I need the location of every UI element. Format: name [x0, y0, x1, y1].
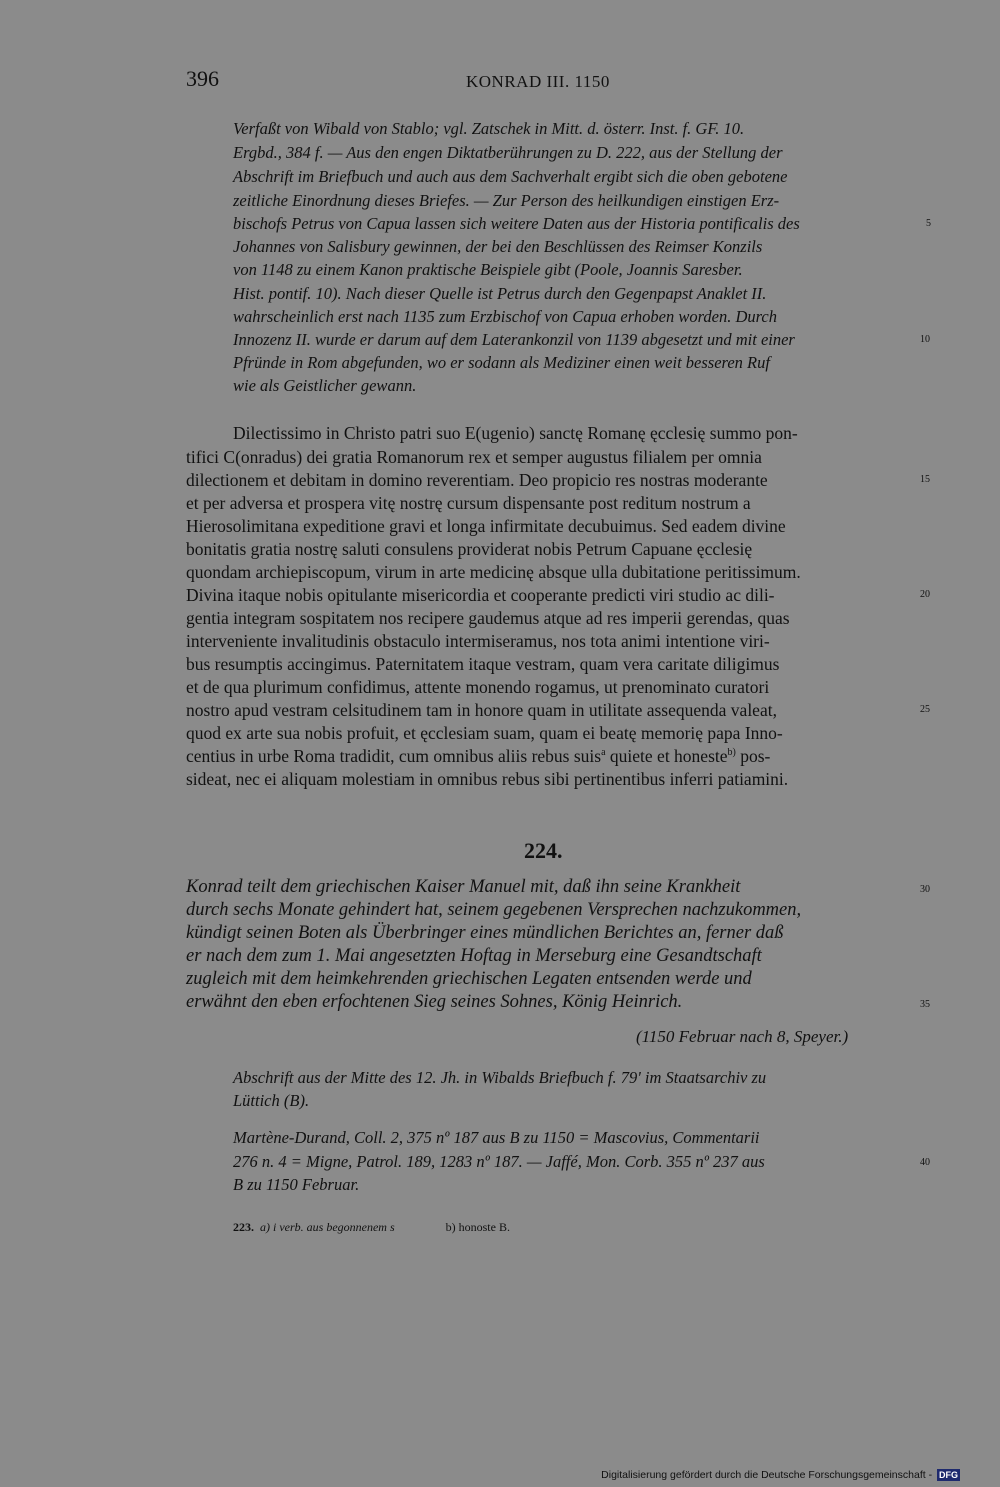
- commentary-line: Innozenz II. wurde er darum auf dem Laterankonzil von 1139 abgesetzt und mit einer: [233, 330, 795, 349]
- letter-line-text: quiete et honeste: [605, 746, 728, 766]
- line-number: 35: [920, 999, 930, 1010]
- footer-text: Digitalisierung gefördert durch die Deutsche Forschungsgemeinschaft -: [601, 1469, 933, 1481]
- tradition-line: Lüttich (B).: [233, 1091, 310, 1110]
- regest-line: er nach dem zum 1. Mai angesetzten Hoftag in Merseburg eine Gesandtschaft: [186, 946, 762, 966]
- letter-line: et de qua plurimum confidimus, attente monendo rogamus, ut prenominato curatori: [186, 677, 770, 697]
- letter-line: quondam archiepiscopum, virum in arte medicinę absque ulla dubitatione peritissimum.: [186, 562, 801, 582]
- letter-line: tifici C(onradus) dei gratia Romanorum rex et semper augustus filialem per omnia: [186, 447, 762, 467]
- editions-line: Martène-Durand, Coll. 2, 375 nº 187 aus B zu 1150 = Mascovius, Commentarii: [233, 1128, 760, 1147]
- commentary-line: Verfaßt von Wibald von Stablo; vgl. Zatschek in Mitt. d. österr. Inst. f. GF. 10.: [233, 119, 745, 138]
- commentary-line: von 1148 zu einem Kanon praktische Beispiele gibt (Poole, Joannis Saresber.: [233, 260, 743, 279]
- letter-line: sideat, nec ei aliquam molestiam in omnibus rebus sibi pertinentibus inferri patiamini.: [186, 769, 789, 789]
- line-number: 15: [920, 474, 930, 485]
- line-number: 5: [926, 218, 931, 229]
- editions-line: B zu 1150 Februar.: [233, 1175, 360, 1194]
- dfg-logo: DFG: [939, 1470, 958, 1481]
- letter-line: Divina itaque nobis opitulante misericordia et cooperante predicti viri studio ac dili-: [186, 585, 775, 605]
- line-number: 40: [920, 1157, 930, 1168]
- letter-line: quod ex arte sua nobis profuit, et ęcclesiam suam, quam ei beatę memorię papa Inno-: [186, 723, 783, 743]
- regest-line: erwähnt den eben erfochtenen Sieg seines Sohnes, König Heinrich.: [186, 992, 683, 1012]
- footnotes: [233, 1220, 510, 1235]
- page-number: 396: [186, 66, 219, 91]
- regest-line: Konrad teilt dem griechischen Kaiser Manuel mit, daß ihn seine Krankheit: [186, 877, 741, 897]
- letter-line-text: centius in urbe Roma tradidit, cum omnibus aliis rebus suis: [186, 746, 602, 766]
- regest-line: zugleich mit dem heimkehrenden griechischen Legaten entsenden werde und: [186, 969, 752, 989]
- letter-line: Hierosolimitana expeditione gravi et longa infirmitate decubuimus. Sed eadem divine: [186, 516, 786, 536]
- line-number: 30: [920, 884, 930, 895]
- letter-line: bus resumptis accingimus. Paternitatem itaque vestram, quam vera caritate diligimus: [186, 654, 780, 674]
- document-number: 224.: [524, 838, 563, 863]
- commentary-line: Hist. pontif. 10). Nach dieser Quelle ist Petrus durch den Gegenpapst Anaklet II.: [233, 284, 767, 303]
- line-number: 20: [920, 589, 930, 600]
- letter-line: [186, 746, 770, 767]
- commentary-line: Pfründe in Rom abgefunden, wo er sodann als Mediziner einen weit besseren Ruf: [233, 353, 770, 372]
- commentary-line: wahrscheinlich erst nach 1135 zum Erzbischof von Capua erhoben worden. Durch: [233, 307, 778, 326]
- commentary-line: Ergbd., 384 f. — Aus den engen Diktatberührungen zu D. 222, aus der Stellung der: [233, 143, 783, 162]
- commentary-line: Abschrift im Briefbuch und auch aus dem Sachverhalt ergibt sich die oben gebotene: [233, 167, 788, 186]
- regest-line: kündigt seinen Boten als Überbringer eines mündlichen Berichtes an, ferner daß: [186, 923, 784, 943]
- footnote-b: b) honoste B.: [445, 1220, 510, 1234]
- letter-line: interveniente invalitudinis obstaculo intermiseramus, nos tota animi intentione viri-: [186, 631, 770, 651]
- editions-line: 276 n. 4 = Migne, Patrol. 189, 1283 nº 187. — Jaffé, Mon. Corb. 355 nº 237 aus: [233, 1152, 765, 1171]
- commentary-line: bischofs Petrus von Capua lassen sich weitere Daten aus der Historia pontificalis des: [233, 214, 800, 233]
- letter-line: bonitatis gratia nostrę saluti consulens providerat nobis Petrum Capuane ęcclesię: [186, 539, 753, 559]
- footnote-marker-a: a: [601, 747, 606, 759]
- commentary-line: wie als Geistlicher gewann.: [233, 376, 417, 395]
- commentary-line: zeitliche Einordnung dieses Briefes. — Zur Person des heilkundigen einstigen Erz-: [233, 191, 780, 210]
- regest-line: durch sechs Monate gehindert hat, seinem gegebenen Versprechen nachzukommen,: [186, 900, 802, 920]
- letter-line: Dilectissimo in Christo patri suo E(ugenio) sanctę Romanę ęcclesię summo pon-: [233, 423, 798, 443]
- line-number: 10: [920, 334, 930, 345]
- letter-line: nostro apud vestram celsitudinem tam in honore quam in utilitate assequenda valeat,: [186, 700, 777, 720]
- letter-line-text: pos-: [735, 746, 771, 766]
- dating: (1150 Februar nach 8, Speyer.): [636, 1027, 849, 1046]
- tradition-line: Abschrift aus der Mitte des 12. Jh. in Wibalds Briefbuch f. 79' im Staatsarchiv zu: [233, 1068, 767, 1087]
- letter-line: et per adversa et prospera vitę nostrę cursum dispensante post reditum nostrum a: [186, 493, 751, 513]
- letter-line: dilectionem et debitam in domino reverentiam. Deo propicio res nostras moderante: [186, 470, 768, 490]
- footnote-a: a) i verb. aus begonnenem s: [260, 1220, 395, 1234]
- commentary-line: Johannes von Salisbury gewinnen, der bei den Beschlüssen des Reimser Konzils: [233, 237, 763, 256]
- footnote-marker-b: b): [727, 747, 736, 759]
- letter-line: gentia integram sospitatem nos recipere gaudemus atque ad res imperii gerendas, quas: [186, 608, 790, 628]
- line-number: 25: [920, 704, 930, 715]
- footnote-reference: 223.: [233, 1220, 254, 1234]
- running-title: KONRAD III. 1150: [466, 72, 610, 91]
- footer-attribution: [601, 1469, 960, 1481]
